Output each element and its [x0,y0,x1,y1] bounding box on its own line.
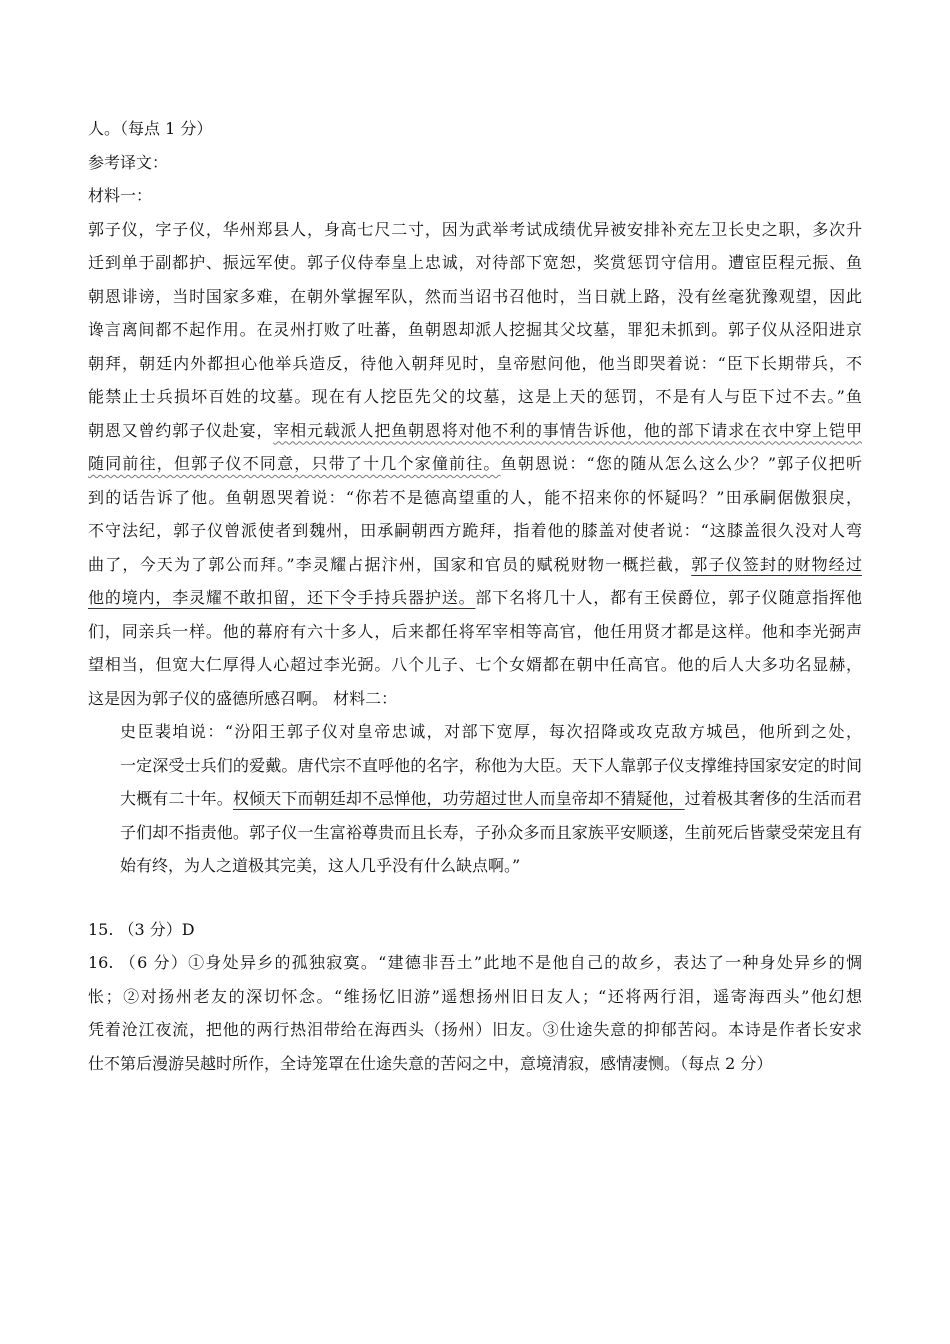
material-one-line [88,380,862,414]
question-16-line: 16. （6 分）①身处异乡的孤独寂寞。“建德非吾土”此地不是他自己的故乡，表达了一种身处异乡的惆 [88,953,862,972]
underlined-phrase: 郭子仪签封的财物经过 [691,554,862,574]
material-one-line [88,514,862,548]
material-one-translation [88,213,862,716]
text-run: 迁到单于副都护、振远军使。郭子仪侍奉皇上忠诚，对待部下宽恕，奖赏惩罚守信用。遭宦臣程元振、鱼 [88,253,862,272]
material-two-line [120,849,862,883]
material-one-line [88,648,862,682]
text-run: 朝拜，朝廷内外都担心他举兵造反，待他入朝拜见时，皇帝慰问他，他当即哭着说：“臣下长期带兵，不 [88,353,862,373]
material-one-line [88,246,862,280]
material-one-line [88,481,862,515]
text-run: 朝恩又曾约郭子仪赴宴， [88,420,274,440]
material-two-line [120,749,862,783]
material-one-line [88,682,862,716]
material-one-line [88,313,862,347]
material-two-translation [88,715,862,883]
material-one-line [88,280,862,314]
text-run: 到的话告诉了他。鱼朝恩哭着说：“你若不是德高望重的人，能不招来你的怀疑吗？”田承嗣倨傲狠戾， [88,487,862,507]
material-one-line [88,213,862,247]
material-one-line [88,548,862,582]
text-run: 朝恩诽谤，当时国家多难，在朝外掌握军队，然而当诏书召他时，当日就上路，没有丝毫犹豫观望，因此 [88,286,862,306]
text-run: 们，同亲兵一样。他的幕府有六十多人，后来都任将军宰相等高官，他任用贤才都是这样。他和李光弼声 [88,621,862,641]
question-16-answer [88,946,862,1080]
document-page [88,112,862,1080]
spacer [88,883,862,913]
text-run: 谗言离间都不起作用。在灵州打败了吐蕃，鱼朝恩却派人挖掘其父坟墓，罪犯未抓到。郭子仪从泾阳进京 [88,320,862,339]
question-16-line: 仕不第后漫游吴越时所作，全诗笼罩在仕途失意的苦闷之中，意境清寂，感情凄恻。（每点 2 分） [88,1053,773,1073]
material-one-line [88,414,862,448]
material-one-line [88,581,862,615]
material-one-line [88,615,862,649]
underlined-phrase: 权倾天下而朝廷却不忌惮他，功劳超过世人而皇帝却不猜疑他， [232,789,685,808]
material-two-line [120,816,862,850]
question-16-line: 凭着沧江夜流，把他的两行热泪带给在海西头（扬州）旧友。③仕途失意的抑郁苦闷。本诗是作者长安求 [88,1020,862,1039]
material-two-line [120,715,862,749]
question-16-line: 怅；②对扬州老友的深切怀念。“维扬忆旧游”遥想扬州旧日友人；“还将两行泪，遥寄海西头”他幻想 [88,986,862,1006]
text-run: 鱼朝恩说：“您的随从怎么这么少？”郭子仪把听 [500,454,862,473]
text-run: 子们却不指责他。郭子仪一生富裕尊贵而且长寿，子孙众多而且家族平安顺遂，生前死后皆蒙受荣宠且有 [120,822,862,842]
underlined-phrase: 宰相元载派人把鱼朝恩将对他不利的事情告诉他，他的部下请求在衣中穿上铠甲 [273,420,862,440]
reference-translation-heading: 参考译文： [88,152,169,172]
material-one-line [88,347,862,381]
material-one-line [88,447,862,481]
underlined-phrase: 他的境内，李灵耀不敢扣留，还下令手持兵器护送。 [88,588,476,607]
text-run: 望相当，但宽大仁厚得人心超过李光弼。八个儿子、七个女婿都在朝中任高官。他的后人大多功名显赫， [88,655,862,674]
text-run: 这是因为郭子仪的盛德所感召啊。 材料二： [88,688,398,708]
prev-answer-tail: 人。（每点 1 分） [88,119,213,138]
text-run: 不守法纪，郭子仪曾派使者到魏州，田承嗣朝西方跪拜，指着他的膝盖对使者说：“这膝盖很久没对人弯 [88,521,862,540]
text-run: 能禁止士兵损坏百姓的坟墓。现在有人挖臣先父的坟墓，这是上天的惩罚，不是有人与臣下过不去。”鱼 [88,387,862,406]
text-run: 部下名将几十人，都有王侯爵位，郭子仪随意指挥他 [475,588,862,607]
text-run: 始有终，为人之道极其完美，这人几乎没有什么缺点啊。” [120,856,521,875]
material-two-line [120,782,862,816]
material-one-heading: 材料一： [88,186,153,205]
text-run: 大概有二十年。 [120,789,233,808]
text-run: 过着极其奢侈的生活而君 [684,789,862,808]
text-run: 史臣裴垍说：“汾阳王郭子仪对皇帝忠诚，对部下宽厚，每次招降或攻克敌方城邑，他所到之处， [120,722,862,741]
underlined-phrase: 随同前往，但郭子仪不同意，只带了十几个家僮前往。 [88,454,501,473]
text-run: 一定深受士兵们的爱戴。唐代宗不直呼他的名字，称他为大臣。天下人靠郭子仪支撑维持国家安定的时间 [120,755,862,775]
question-15-answer: 15. （3 分）D [88,919,195,939]
text-run: 郭子仪，字子仪，华州郑县人，身高七尺二寸，因为武举考试成绩优异被安排补充左卫长史之职，多次升 [88,219,862,239]
text-run: 曲了，今天为了郭公而拜。”李灵耀占据汴州，国家和官员的赋税财物一概拦截， [88,554,692,574]
